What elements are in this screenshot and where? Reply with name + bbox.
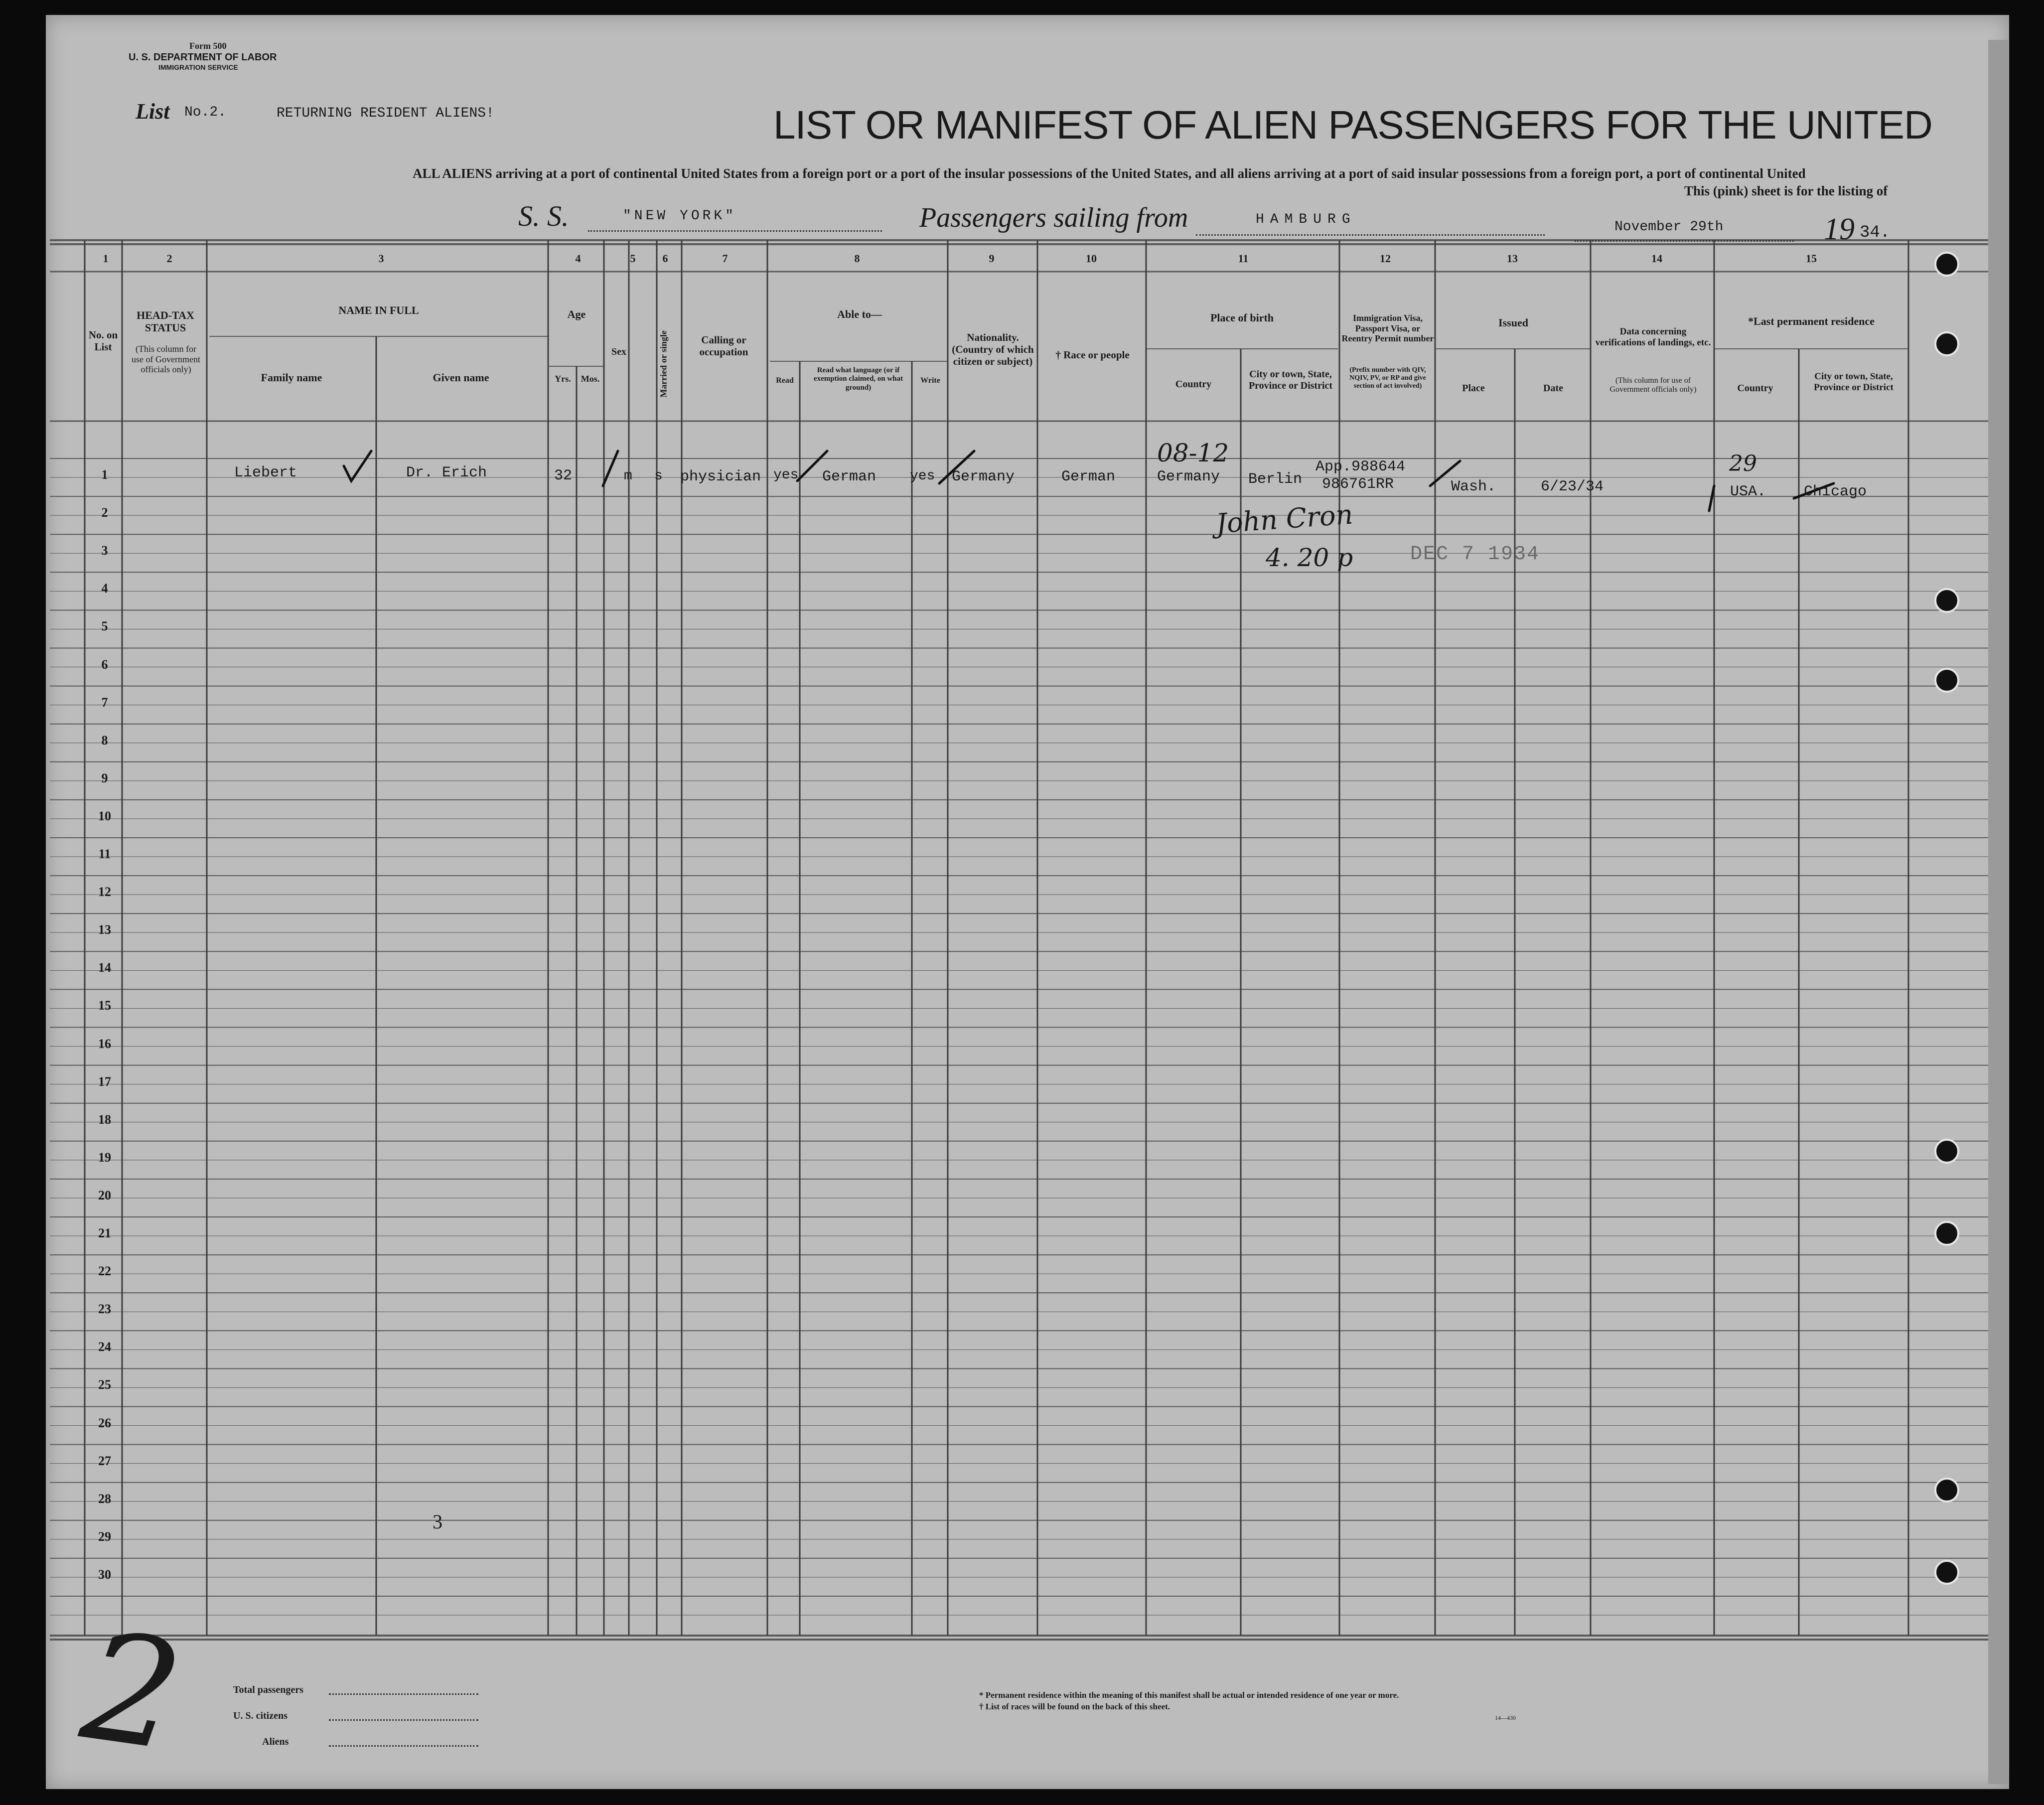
row-number: 19 [98, 1150, 111, 1165]
header-place-of-birth: Place of birth [1210, 311, 1274, 324]
intro-line-2: This (pink) sheet is for the listing of [1684, 183, 1888, 198]
column-number: 13 [1507, 252, 1518, 265]
header-res-country: Country [1737, 383, 1773, 394]
punch-hole-icon [1934, 588, 1959, 613]
list-type: RETURNING RESIDENT ALIENS! [277, 106, 494, 121]
punch-hole-icon [1934, 668, 1959, 693]
footnote-residence: * Permanent residence within the meaning of this manifest shall be actual or intended residence of one year or more. [979, 1690, 1399, 1700]
header-sex: Sex [611, 346, 626, 357]
column-number: 1 [103, 252, 109, 265]
year-suffix: 34. [1860, 223, 1891, 242]
header-age: Age [567, 308, 586, 320]
total-passengers-line [329, 1693, 478, 1695]
column-number: 14 [1651, 252, 1662, 265]
column-number: 7 [722, 252, 728, 265]
row-number: 11 [98, 847, 111, 861]
departure-port: HAMBURG [1256, 212, 1356, 227]
header-mos: Mos. [581, 374, 600, 384]
us-citizens-line [329, 1719, 478, 1721]
entry-write: yes [910, 468, 935, 484]
column-number: 2 [166, 252, 172, 265]
header-married: Married or single [658, 330, 669, 398]
entry-read: yes [773, 467, 799, 483]
row-number: 26 [98, 1415, 111, 1430]
port-dotted-line [1196, 234, 1545, 236]
punch-hole-icon [1934, 1478, 1959, 1503]
column-number: 3 [378, 252, 384, 265]
row-number: 30 [98, 1567, 111, 1582]
header-data-concerning: Data concerning verifications of landings, etc. [1595, 326, 1711, 348]
form-number: Form 500 [189, 41, 227, 51]
header-race: † Race or people [1055, 349, 1130, 361]
row-number: 27 [98, 1453, 111, 1468]
header-nationality: Nationality. (Country of which citizen or subject) [952, 331, 1034, 368]
row-number: 28 [98, 1491, 111, 1506]
header-issued: Issued [1498, 316, 1528, 329]
row-number: 2 [101, 505, 108, 520]
row-number: 21 [98, 1226, 111, 1240]
entry-res-city: Chicago [1804, 483, 1867, 500]
entry-race: German [1061, 468, 1116, 485]
check-mark-icon [344, 451, 371, 481]
entry-nationality: Germany [952, 468, 1015, 485]
entry-birth-city: Berlin [1248, 471, 1303, 488]
row-number: 6 [101, 657, 108, 672]
row-number: 16 [98, 1036, 111, 1051]
row-number: 8 [101, 733, 108, 748]
service-name: IMMIGRATION SERVICE [158, 63, 238, 71]
entry-family-name: Liebert [234, 464, 297, 481]
us-citizens-label: U. S. citizens [233, 1710, 288, 1721]
punch-hole-icon [1934, 1560, 1959, 1585]
entry-issued-place: Wash. [1451, 478, 1496, 495]
column-number: 4 [575, 252, 581, 265]
entry-language: German [822, 468, 876, 485]
column-number: 9 [989, 252, 995, 265]
header-yrs: Yrs. [555, 374, 571, 384]
entry-visa-2: 986761RR [1322, 476, 1394, 493]
column-number: 6 [662, 252, 668, 265]
handwritten-code: 08-12 [1157, 439, 1229, 467]
header-country: Country [1175, 379, 1212, 390]
header-visa-note: (Prefix number with QIV, NQIV, PV, or RP and give section of act involved) [1349, 366, 1426, 390]
row-number: 20 [98, 1188, 111, 1203]
header-able-to: Able to— [837, 308, 882, 320]
column-number: 11 [1238, 252, 1249, 265]
column-number: 15 [1806, 252, 1817, 265]
header-given-name: Given name [433, 371, 489, 384]
entry-occupation: physician [680, 468, 761, 485]
sailing-date: November 29th [1614, 219, 1724, 235]
sheet-number: 3 [433, 1510, 442, 1533]
form-code: 14—430 [1495, 1714, 1516, 1721]
punch-hole-icon [1934, 1221, 1959, 1246]
column-number: 8 [854, 252, 860, 265]
column-number: 10 [1086, 252, 1097, 265]
column-number: 5 [630, 252, 636, 265]
row-number: 1 [101, 467, 108, 482]
header-issued-date: Date [1543, 383, 1563, 394]
header-place: Place [1462, 383, 1485, 394]
handwritten-initials: 4. 20 p [1266, 543, 1353, 572]
slash-mark-icon [603, 451, 618, 486]
header-write: Write [920, 376, 940, 385]
year-prefix: 19 [1824, 212, 1855, 246]
entry-visa-1: App.988644 [1315, 458, 1406, 475]
header-no-on-list: No. on List [88, 329, 118, 353]
entry-given-name: Dr. Erich [406, 464, 487, 481]
row-number: 22 [98, 1264, 111, 1279]
row-number: 4 [101, 581, 108, 596]
ss-label: S. S. [518, 200, 569, 232]
header-head-tax: HEAD-TAX STATUS [137, 309, 194, 334]
row-number: 3 [101, 543, 108, 558]
handwritten-signature: John Cron [1215, 498, 1354, 540]
aliens-line [329, 1745, 478, 1747]
entry-issued-date: 6/23/34 [1541, 478, 1604, 495]
total-passengers-label: Total passengers [233, 1684, 303, 1695]
row-number: 7 [101, 695, 108, 710]
punch-hole-icon [1934, 331, 1959, 356]
aliens-label: Aliens [262, 1736, 289, 1747]
row-number: 25 [98, 1377, 111, 1392]
sailing-label: Passengers sailing from [919, 202, 1188, 233]
row-number: 12 [98, 885, 111, 900]
entry-res-country: USA. [1730, 483, 1766, 500]
row-number: 5 [101, 619, 108, 634]
ship-name: "NEW YORK" [623, 208, 737, 224]
header-read-language: Read what language (or if exemption claimed, on what ground) [813, 366, 903, 392]
header-family-name: Family name [261, 371, 322, 384]
column-number: 12 [1380, 252, 1391, 265]
entry-married: s [654, 468, 663, 484]
date-stamp: DEC 7 1934 [1410, 543, 1540, 566]
page-title: LIST OR MANIFEST OF ALIEN PASSENGERS FOR THE UNITED [773, 103, 1932, 147]
row-number: 10 [98, 808, 111, 823]
department-name: U. S. DEPARTMENT OF LABOR [129, 52, 277, 63]
row-number: 17 [98, 1074, 111, 1089]
ss-dotted-line [588, 230, 882, 232]
handwritten-res-mark: 29 [1729, 451, 1757, 476]
row-number: 24 [98, 1340, 111, 1354]
date-dotted-line [1575, 240, 1794, 242]
footnote-races: † List of races will be found on the back of this sheet. [979, 1702, 1170, 1711]
entry-age-years: 32 [554, 467, 573, 484]
row-number: 15 [98, 998, 111, 1013]
row-number: 13 [98, 922, 111, 937]
header-head-tax-note: (This column for use of Government officials only) [132, 344, 200, 375]
header-visa: Immigration Visa, Passport Visa, or Reentry Permit number [1341, 313, 1434, 344]
row-number: 14 [98, 960, 111, 975]
entry-birth-country: Germany [1157, 468, 1220, 485]
header-data-note: (This column for use of Government officials only) [1609, 376, 1697, 394]
row-number: 9 [101, 770, 108, 785]
intro-line-1: ALL ALIENS arriving at a port of continental United States from a foreign port or a port of the insular possessions of the United States, and all aliens arriving at a port of said insular possessions from a foreign port, a port of continental United [413, 166, 1806, 181]
row-number: 29 [98, 1529, 111, 1544]
header-read: Read [776, 376, 794, 385]
header-res-city: City or town, State, Province or District [1814, 371, 1894, 393]
handwritten-page-mark: 2 [73, 1599, 192, 1785]
row-number: 18 [98, 1112, 111, 1127]
header-name-in-full: NAME IN FULL [338, 304, 419, 316]
list-number: No.2. [184, 105, 227, 120]
row-number: 23 [98, 1302, 111, 1317]
list-label: List [136, 99, 170, 124]
punch-hole-icon [1934, 1139, 1959, 1164]
entry-sex: m [624, 468, 632, 484]
punch-hole-icon [1934, 252, 1959, 277]
header-birth-city: City or town, State, Province or District [1248, 369, 1333, 391]
header-last-residence: *Last permanent residence [1748, 315, 1875, 327]
header-calling: Calling or occupation [699, 334, 748, 358]
